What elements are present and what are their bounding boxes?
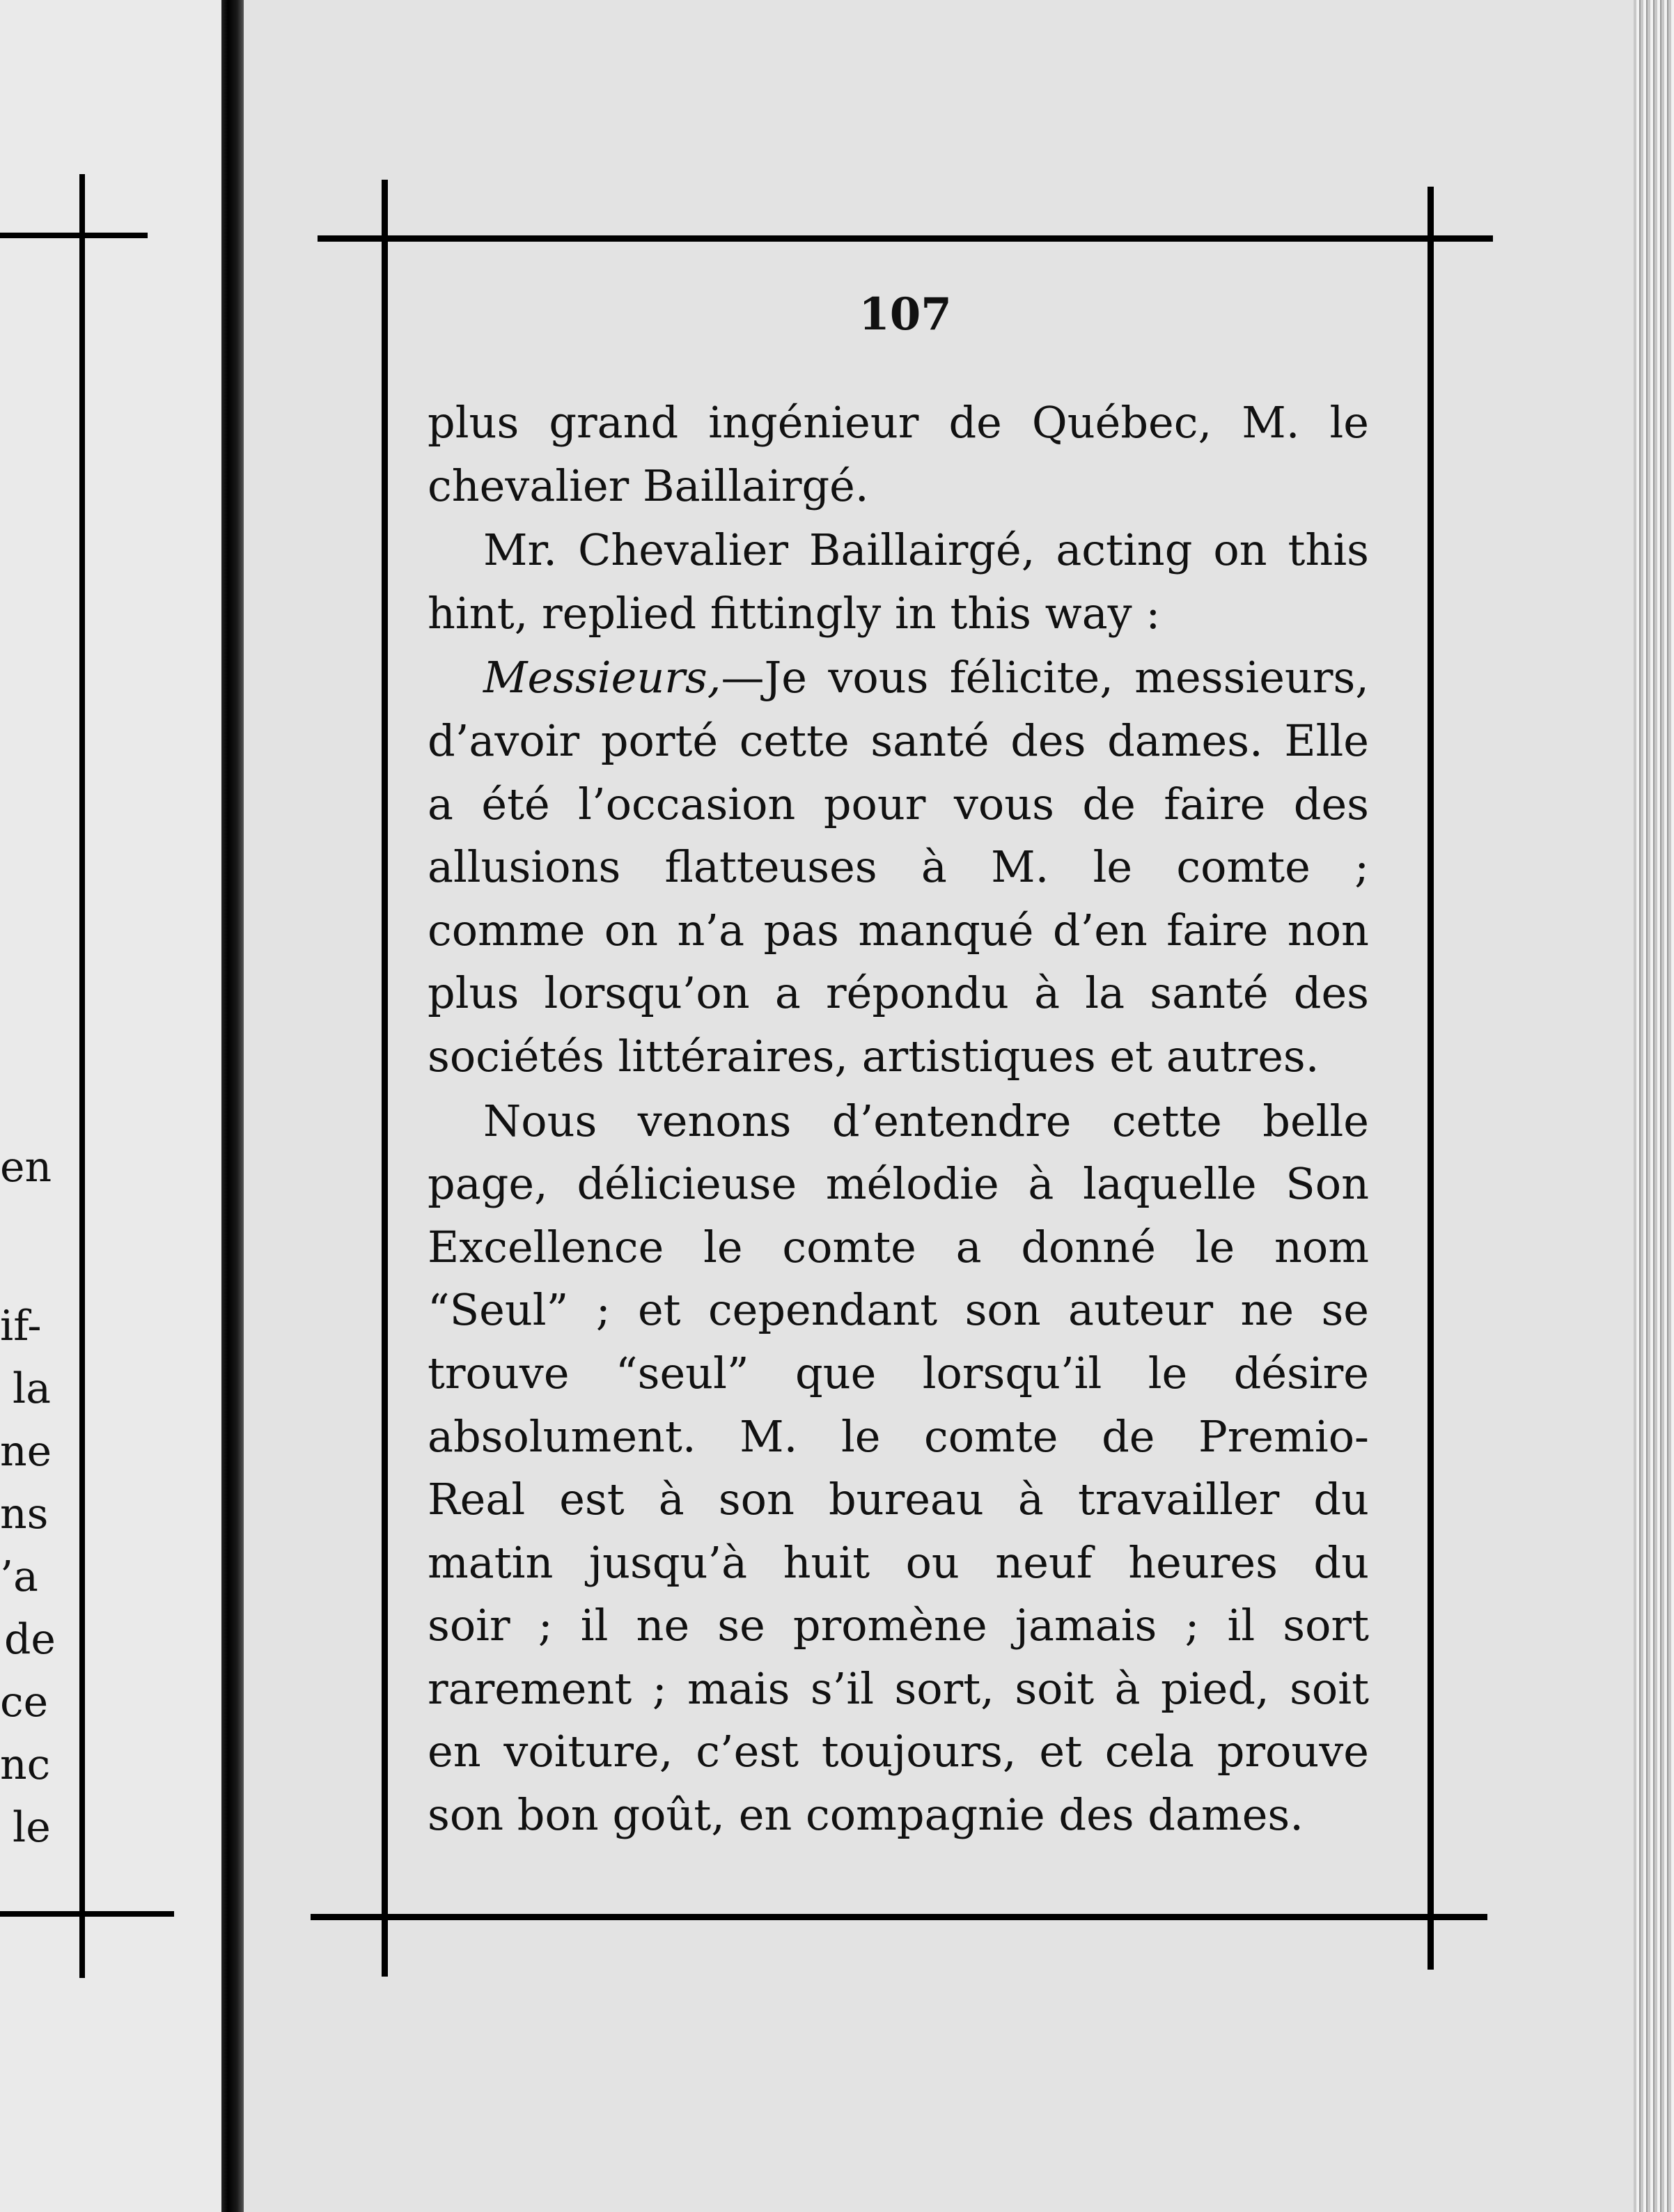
- paragraph: [428, 646, 1369, 1088]
- book-gutter: [221, 0, 244, 2212]
- text-line: chevalier Baillairgé.: [428, 460, 869, 511]
- salutation-rest: —Je vous félicite, messieurs,: [721, 652, 1369, 703]
- paragraph: [428, 1090, 1369, 1847]
- salutation: Messieurs,: [483, 652, 721, 703]
- text-line: Excellence le comte a donné le nom: [428, 1221, 1369, 1272]
- text-line: trouve “seul” que lorsqu’il le désire: [428, 1347, 1369, 1399]
- page-number: 107: [859, 288, 952, 341]
- text-line: Mr. Chevalier Baillairgé, acting on this: [483, 524, 1369, 576]
- text-line: son bon goût, en compagnie des dames.: [428, 1789, 1304, 1841]
- left-fragment: if-: [0, 1302, 42, 1350]
- text-line: soir ; il ne se promène jamais ; il sort: [428, 1600, 1369, 1651]
- frame-right-rule: [1427, 187, 1434, 1970]
- text-line: comme on n’a pas manqué d’en faire non: [428, 904, 1369, 956]
- left-fragment: nc: [0, 1740, 51, 1789]
- left-page-text: [0, 0, 221, 2212]
- text-line: allusions flatteuses à M. le comte ;: [428, 841, 1369, 893]
- left-fragment: ’a: [0, 1552, 38, 1601]
- left-fragment: ne: [0, 1427, 52, 1476]
- text-line: Nous venons d’entendre cette belle: [483, 1095, 1369, 1146]
- text-line: plus grand ingénieur de Québec, M. le: [428, 397, 1369, 448]
- left-fragment: de: [4, 1615, 56, 1664]
- left-fragment: ce: [0, 1678, 49, 1727]
- text-line: absolument. M. le comte de Premio-: [428, 1410, 1369, 1462]
- text-line: a été l’occasion pour vous de faire des: [428, 778, 1369, 830]
- frame-bottom-rule: [311, 1914, 1487, 1920]
- text-line: Real est à son bureau à travailler du: [428, 1474, 1369, 1525]
- left-fragment: ns: [0, 1490, 49, 1539]
- left-fragment: en: [0, 1143, 52, 1192]
- text-line: hint, replied fittingly in this way :: [428, 587, 1161, 639]
- page-edges: [1634, 0, 1674, 2212]
- text-line: en voiture, c’est toujours, et cela prouve: [428, 1726, 1369, 1777]
- text-line: “Seul” ; et cependant son auteur ne se: [428, 1284, 1369, 1336]
- paragraph: [428, 391, 1369, 517]
- text-line: matin jusqu’à huit ou neuf heures du: [428, 1536, 1369, 1588]
- left-fragment: la: [13, 1364, 51, 1413]
- text-line: d’avoir porté cette santé des dames. Elle: [428, 715, 1369, 766]
- text-line: page, délicieuse mélodie à laquelle Son: [428, 1158, 1369, 1210]
- frame-top-rule: [318, 235, 1493, 242]
- body-text: [428, 390, 1369, 1847]
- text-line: plus lorsqu’on a répondu à la santé des: [428, 967, 1369, 1019]
- text-line: sociétés littéraires, artistiques et autres.: [428, 1030, 1320, 1082]
- left-fragment: le: [13, 1803, 51, 1852]
- frame-left-rule: [382, 180, 388, 1977]
- text-line: [428, 646, 1369, 710]
- paragraph: [428, 519, 1369, 645]
- text-line: rarement ; mais s’il sort, soit à pied, soit: [428, 1662, 1369, 1714]
